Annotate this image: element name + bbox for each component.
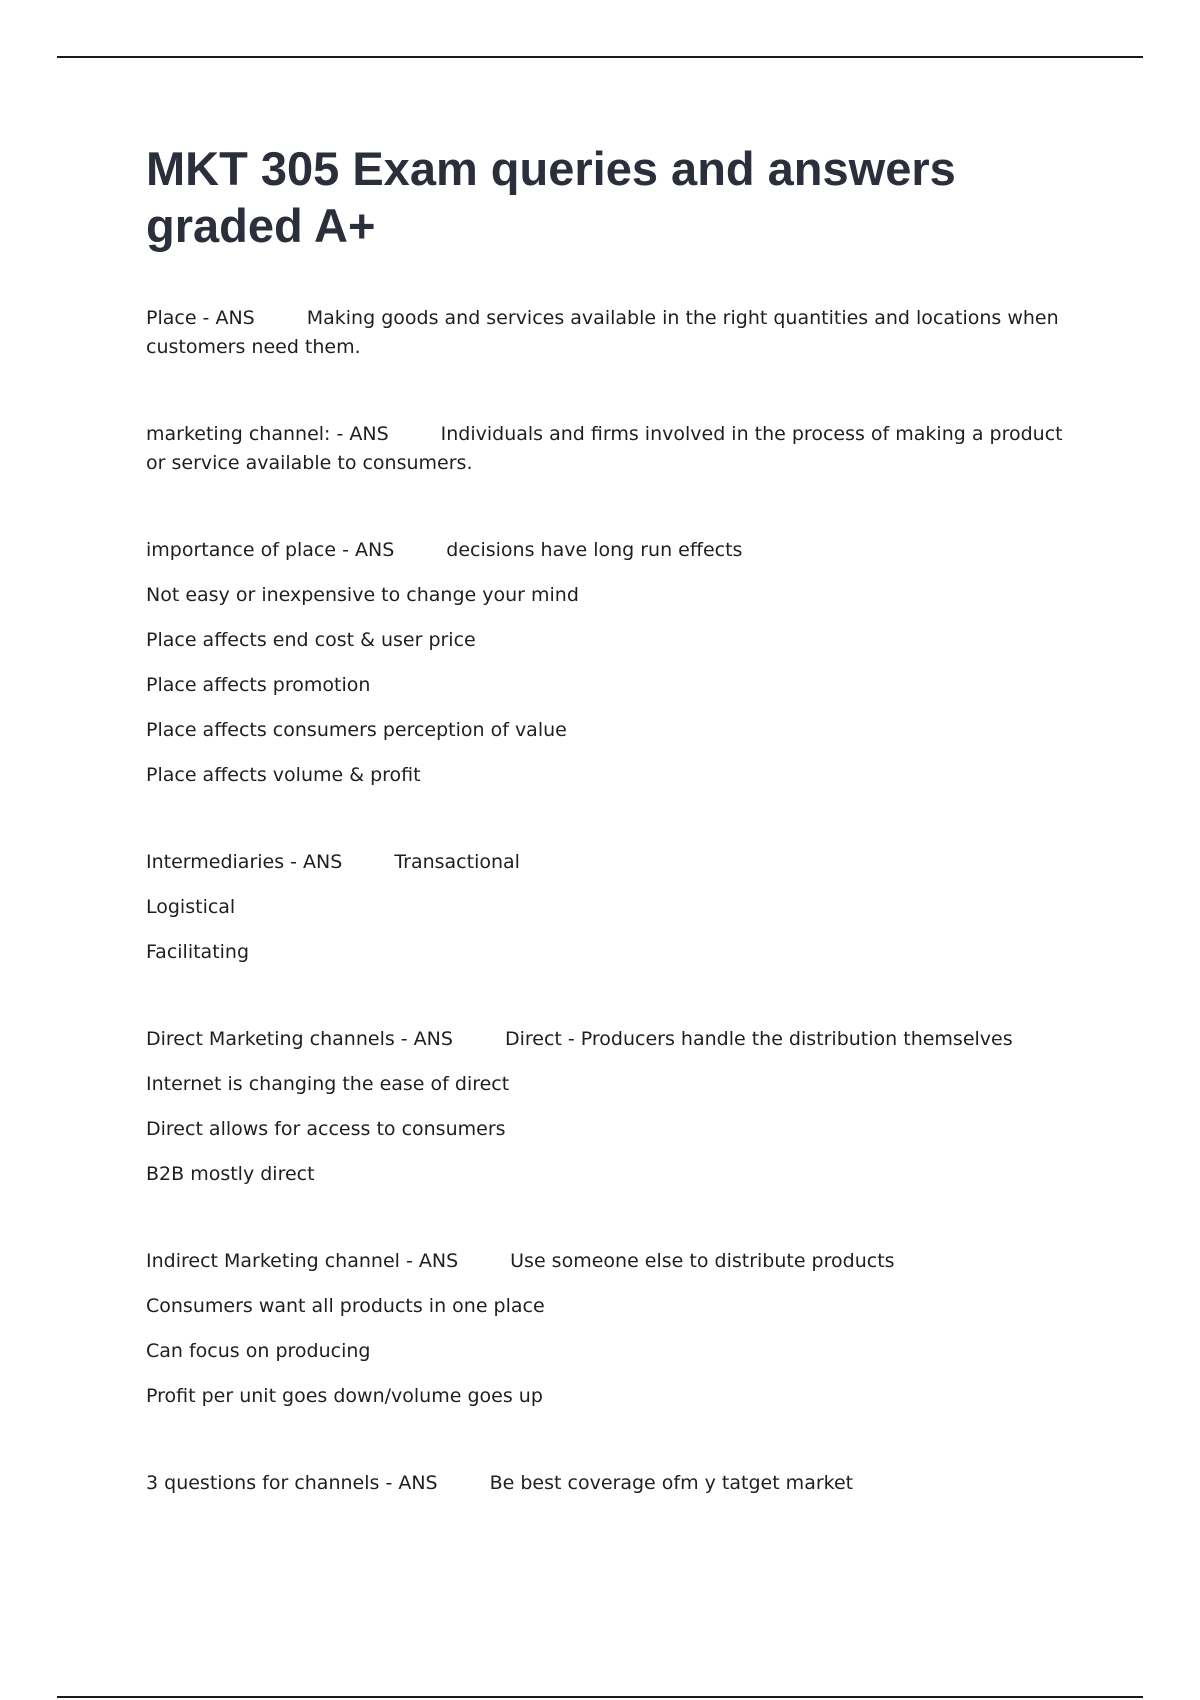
question-text: Direct Marketing channels - ANS <box>146 1028 453 1050</box>
qa-line <box>146 304 1066 362</box>
question-text: marketing channel: - ANS <box>146 423 389 445</box>
qa-entry-importance-of-place <box>146 536 1066 790</box>
qa-entry-direct-marketing-channels <box>146 1025 1066 1189</box>
answer-line: Profit per unit goes down/volume goes up <box>146 1385 543 1407</box>
qa-line <box>146 1247 1066 1276</box>
answer-line: Not easy or inexpensive to change your mind <box>146 584 579 606</box>
answer-line: Place affects promotion <box>146 674 371 696</box>
answer-text: Transactional <box>394 851 520 873</box>
question-text: Intermediaries - ANS <box>146 851 343 873</box>
page-title: MKT 305 Exam queries and answers graded A+ <box>146 142 956 252</box>
answer-line: Consumers want all products in one place <box>146 1295 545 1317</box>
answer-text: Making goods and services available in the right quantities and locations when customers need them. <box>146 307 1059 358</box>
qa-entry-intermediaries <box>146 848 1066 967</box>
answer-line: Can focus on producing <box>146 1340 371 1362</box>
answer-text: Use someone else to distribute products <box>510 1250 895 1272</box>
answer-line: B2B mostly direct <box>146 1163 315 1185</box>
question-text: 3 questions for channels - ANS <box>146 1472 438 1494</box>
question-text: Place - ANS <box>146 307 255 329</box>
qa-line <box>146 420 1066 478</box>
qa-line <box>146 536 1066 565</box>
answer-line: Direct allows for access to consumers <box>146 1118 506 1140</box>
answer-text: Individuals and firms involved in the process of making a product or service available to consumers. <box>146 423 1063 474</box>
answer-line: Place affects end cost & user price <box>146 629 476 651</box>
qa-line <box>146 848 1066 877</box>
answer-text: Be best coverage ofm y tatget market <box>489 1472 854 1494</box>
answer-line: Facilitating <box>146 941 250 963</box>
top-rule <box>57 56 1143 58</box>
answer-line: Logistical <box>146 896 236 918</box>
qa-entry-3-questions-for-channels <box>146 1469 1066 1498</box>
answer-line: Place affects volume & profit <box>146 764 421 786</box>
qa-line <box>146 1469 1066 1498</box>
bottom-rule <box>57 1696 1143 1698</box>
answer-text: decisions have long run effects <box>446 539 743 561</box>
question-text: Indirect Marketing channel - ANS <box>146 1250 459 1272</box>
qa-line <box>146 1025 1066 1054</box>
qa-entry-place <box>146 304 1066 362</box>
question-text: importance of place - ANS <box>146 539 395 561</box>
answer-line: Place affects consumers perception of value <box>146 719 567 741</box>
answer-line: Internet is changing the ease of direct <box>146 1073 510 1095</box>
answer-text: Direct - Producers handle the distribution themselves <box>504 1028 1013 1050</box>
qa-entry-marketing-channel <box>146 420 1066 478</box>
qa-entry-indirect-marketing-channel <box>146 1247 1066 1411</box>
document-body <box>146 140 1066 1498</box>
